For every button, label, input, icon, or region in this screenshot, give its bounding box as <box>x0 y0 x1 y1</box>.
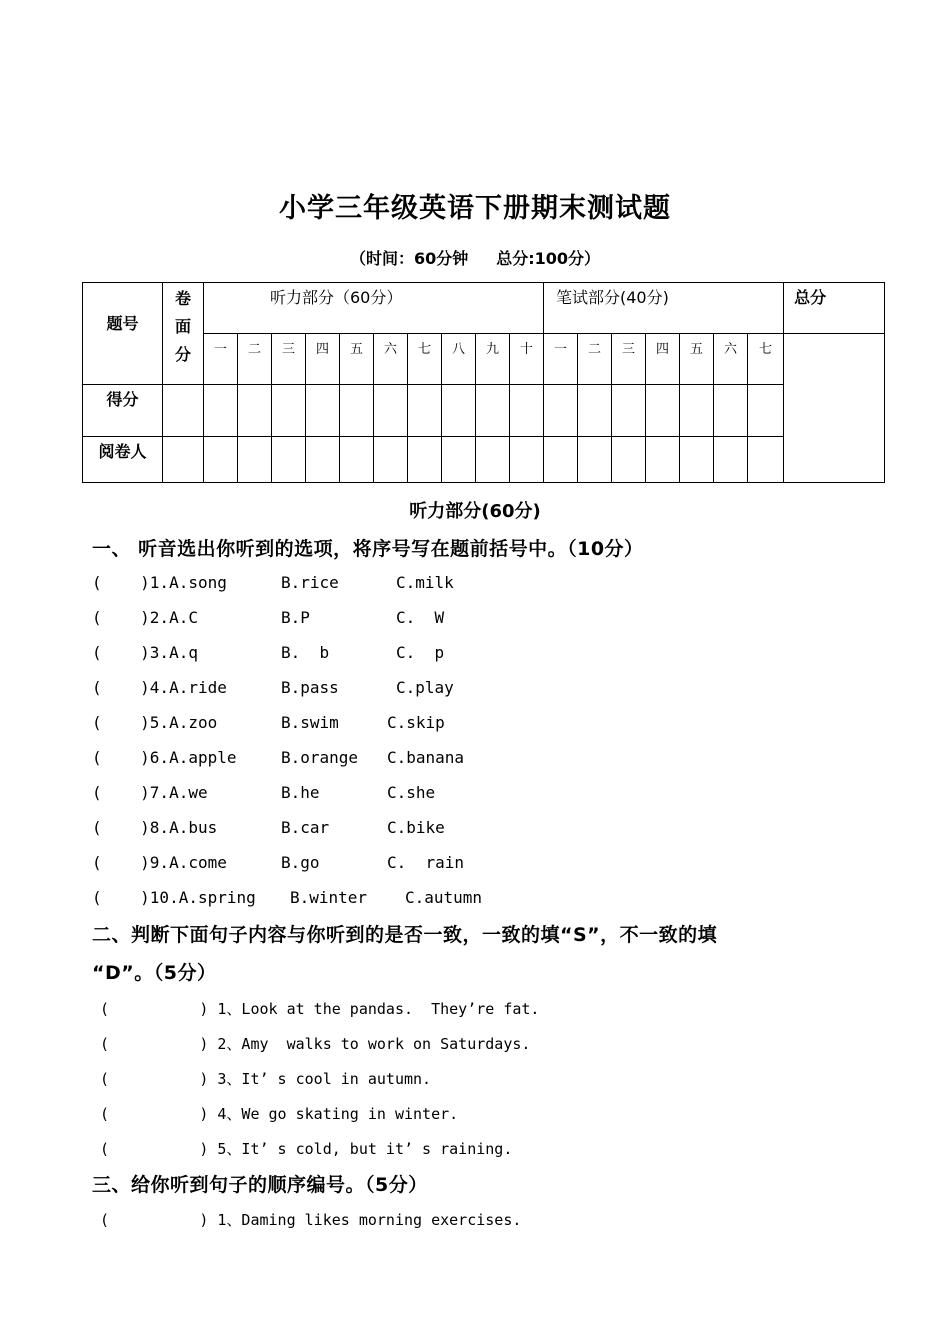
option-b: B.winter <box>290 888 368 907</box>
option-c: C. rain <box>387 853 465 872</box>
score-cell[interactable] <box>306 385 340 437</box>
listening-num: 三 <box>272 334 306 385</box>
grader-cell[interactable] <box>578 437 612 483</box>
writing-num: 四 <box>646 334 680 385</box>
part3-heading: 三、给你听到句子的顺序编号。（5分） <box>92 1174 428 1196</box>
listening-num: 四 <box>306 334 340 385</box>
writing-num: 一 <box>544 334 578 385</box>
grader-cell[interactable] <box>544 437 578 483</box>
option-c: C.play <box>396 678 454 697</box>
option-b: B.pass <box>281 678 339 697</box>
listening-section-title: 听力部分(60分) <box>409 501 541 522</box>
listening-num: 一 <box>204 334 238 385</box>
listening-num: 七 <box>408 334 442 385</box>
item-prefix: ( )1.A.song <box>92 573 227 592</box>
option-c: C.she <box>387 783 436 802</box>
grader-cell[interactable] <box>476 437 510 483</box>
part3-item: ( ) 1、Daming likes morning exercises. <box>100 1211 522 1229</box>
option-c: C.skip <box>387 713 445 732</box>
exam-info <box>0 246 950 269</box>
grader-cell[interactable] <box>714 437 748 483</box>
option-b: B. b <box>281 643 330 662</box>
grader-cell[interactable] <box>374 437 408 483</box>
grader-cell[interactable] <box>340 437 374 483</box>
grader-cell[interactable] <box>680 437 714 483</box>
score-cell[interactable] <box>442 385 476 437</box>
score-cell[interactable] <box>163 385 204 437</box>
option-c: C.bike <box>387 818 445 837</box>
score-cell[interactable] <box>612 385 646 437</box>
listening-num: 九 <box>476 334 510 385</box>
listening-header <box>204 283 544 334</box>
score-cell[interactable] <box>408 385 442 437</box>
item-prefix: ( )8.A.bus <box>92 818 218 837</box>
part2-item: ( ) 3、It’ s cool in autumn. <box>100 1070 432 1088</box>
score-cell[interactable] <box>272 385 306 437</box>
grader-cell[interactable] <box>306 437 340 483</box>
option-b: B.orange <box>281 748 359 767</box>
grader-row-label: 阅卷人 <box>98 442 147 461</box>
item-prefix: ( )10.A.spring <box>92 888 256 907</box>
option-b: B.car <box>281 818 330 837</box>
score-table <box>82 282 885 483</box>
total-header <box>784 283 885 334</box>
grader-cell[interactable] <box>204 437 238 483</box>
option-b: B.P <box>281 608 310 627</box>
part2-item: ( ) 4、We go skating in winter. <box>100 1105 459 1123</box>
option-b: B.go <box>281 853 320 872</box>
part2-item: ( ) 5、It’ s cold, but it’ s raining. <box>100 1140 513 1158</box>
part2-heading-line2: “D”。（5分） <box>92 962 217 984</box>
item-prefix: ( )9.A.come <box>92 853 227 872</box>
item-prefix: ( )4.A.ride <box>92 678 227 697</box>
part1-heading: 一、 听音选出你听到的选项，将序号写在题前括号中。（10分） <box>92 538 644 560</box>
grader-cell[interactable] <box>748 437 784 483</box>
grader-cell[interactable] <box>163 437 204 483</box>
writing-num: 二 <box>578 334 612 385</box>
option-b: B.rice <box>281 573 339 592</box>
writing-num: 五 <box>680 334 714 385</box>
grader-cell[interactable] <box>272 437 306 483</box>
score-cell[interactable] <box>238 385 272 437</box>
score-cell[interactable] <box>646 385 680 437</box>
grader-cell[interactable] <box>442 437 476 483</box>
score-cell[interactable] <box>578 385 612 437</box>
option-c: C.milk <box>396 573 454 592</box>
listening-header-label: 听力部分（60分） <box>270 288 403 307</box>
paper-score-cell <box>163 283 204 385</box>
listening-num: 六 <box>374 334 408 385</box>
grader-cell[interactable] <box>646 437 680 483</box>
part2-item: ( ) 2、Amy walks to work on Saturdays. <box>100 1035 531 1053</box>
page-title: 小学三年级英语下册期末测试题 <box>279 193 671 224</box>
grader-cell[interactable] <box>238 437 272 483</box>
paper-score-label: 卷面分 <box>174 289 191 364</box>
score-cell[interactable] <box>544 385 578 437</box>
writing-header <box>544 283 784 334</box>
item-prefix: ( )6.A.apple <box>92 748 237 767</box>
grader-cell[interactable] <box>612 437 646 483</box>
option-c: C.autumn <box>405 888 483 907</box>
grader-cell[interactable] <box>408 437 442 483</box>
score-cell[interactable] <box>476 385 510 437</box>
option-c: C. W <box>396 608 445 627</box>
header-label: 题号 <box>106 314 139 333</box>
item-prefix: ( )5.A.zoo <box>92 713 218 732</box>
part2-item: ( ) 1、Look at the pandas. They’re fat. <box>100 1000 540 1018</box>
option-b: B.swim <box>281 713 339 732</box>
total-score-cell[interactable] <box>784 334 885 483</box>
score-row-label-cell <box>83 385 163 437</box>
score-cell[interactable] <box>510 385 544 437</box>
score-row-label: 得分 <box>106 390 139 409</box>
part2-heading-line1: 二、判断下面句子内容与你听到的是否一致，一致的填“S”，不一致的填 <box>92 924 718 946</box>
exam-time: （时间：60分钟 <box>349 249 469 268</box>
writing-num: 七 <box>748 334 784 385</box>
writing-num: 三 <box>612 334 646 385</box>
grader-row-label-cell <box>83 437 163 483</box>
listening-num: 八 <box>442 334 476 385</box>
score-cell[interactable] <box>340 385 374 437</box>
item-prefix: ( )2.A.C <box>92 608 198 627</box>
option-c: C. p <box>396 643 445 662</box>
option-c: C.banana <box>387 748 465 767</box>
score-cell[interactable] <box>374 385 408 437</box>
grader-cell[interactable] <box>510 437 544 483</box>
total-header-label: 总分 <box>794 288 827 307</box>
writing-header-label: 笔试部分(40分) <box>556 288 669 307</box>
score-cell[interactable] <box>680 385 714 437</box>
score-cell[interactable] <box>748 385 784 437</box>
exam-total: 总分:100分） <box>496 249 601 268</box>
item-prefix: ( )3.A.q <box>92 643 198 662</box>
listening-num: 五 <box>340 334 374 385</box>
score-cell[interactable] <box>714 385 748 437</box>
header-label-cell <box>83 283 163 385</box>
listening-num: 二 <box>238 334 272 385</box>
listening-num: 十 <box>510 334 544 385</box>
writing-num: 六 <box>714 334 748 385</box>
option-b: B.he <box>281 783 320 802</box>
item-prefix: ( )7.A.we <box>92 783 208 802</box>
score-cell[interactable] <box>204 385 238 437</box>
